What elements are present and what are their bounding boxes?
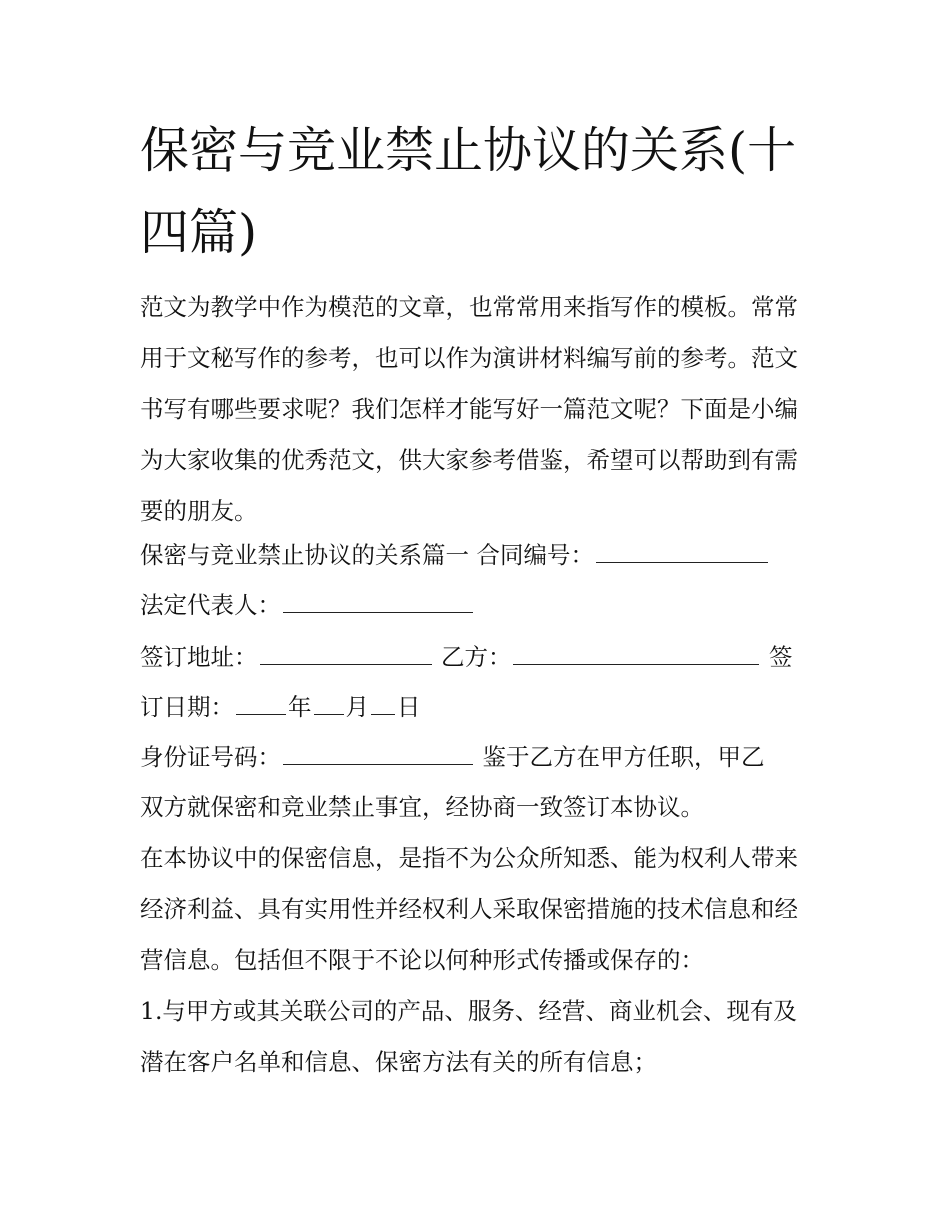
party-b-label: 乙方： [440,643,512,671]
sign-place-line [140,632,830,683]
day-blank [371,688,395,715]
sign-place-blank [260,638,432,665]
sign-place-label: 签订地址： [140,643,258,671]
whereas-clause-end: 双方就保密和竞业禁止事宜，经协商一致签订本协议。 [140,793,704,821]
month-blank [314,688,344,715]
whereas-clause-start: 鉴于乙方在甲方任职，甲乙 [482,743,765,771]
confidential-info-item-1: 1.与甲方或其关联公司的产品、服务、经营、商业机会、现有及潜在客户名单和信息、保密方法有关的所有信息； [140,997,797,1076]
legal-representative-label: 法定代表人： [140,591,281,619]
month-label: 月 [345,693,369,721]
whereas-clause-end-line [140,782,830,833]
id-number-blank [283,738,473,765]
sign-date-line [140,682,830,733]
intro-paragraph: 范文为教学中作为模范的文章，也常常用来指写作的模板。常常用于文秘写作的参考，也可以作为演讲材料编写前的参考。范文书写有哪些要求呢？我们怎样才能写好一篇范文呢？下面是小编为大家收集的优秀范文，供大家参考借鉴，希望可以帮助到有需要的朋友。 [140,293,798,525]
contract-number-label: 保密与竞业禁止协议的关系篇一 合同编号： [140,541,594,569]
year-blank [236,688,286,715]
contract-number-blank [596,536,768,563]
party-b-blank [513,638,759,665]
id-number-line [140,732,830,783]
sign-date-label: 订日期： [140,693,234,721]
legal-representative-blank [283,586,473,613]
sign-date-prefix: 签 [768,643,793,671]
id-number-label: 身份证号码： [140,743,281,771]
contract-number-line [140,530,830,581]
document-title: 保密与竞业禁止协议的关系(十四篇) [140,122,797,261]
day-label: 日 [397,693,421,721]
legal-representative-line [140,580,830,631]
year-label: 年 [288,693,312,721]
confidential-info-definition: 在本协议中的保密信息，是指不为公众所知悉、能为权利人带来经济利益、具有实用性并经权利人采取保密措施的技术信息和经营信息。包括但不限于不论以何种形式传播或保存的： [140,844,798,974]
